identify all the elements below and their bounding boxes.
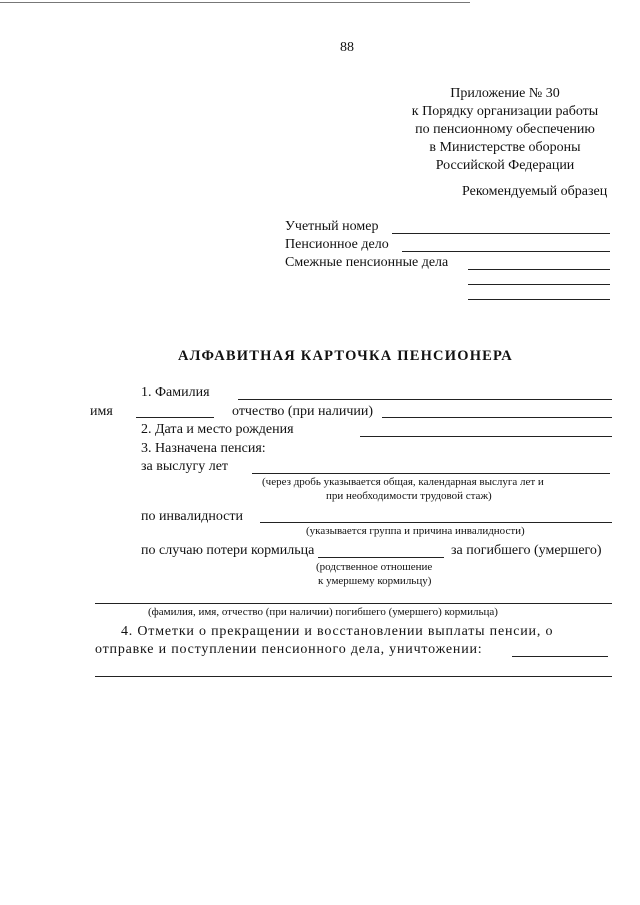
breadwinner-relation-field[interactable]	[318, 557, 444, 558]
pension-file-field[interactable]	[402, 251, 610, 252]
disability-field[interactable]	[260, 522, 612, 523]
related-files-label: Смежные пенсионные дела	[285, 255, 449, 270]
deceased-name-field[interactable]	[95, 603, 612, 604]
seniority-label: за выслугу лет	[141, 459, 229, 474]
pension-assigned-label: 3. Назначена пенсия:	[141, 441, 266, 456]
birth-label: 2. Дата и место рождения	[141, 422, 294, 437]
appendix-line-5: Российской Федерации	[435, 158, 575, 173]
deceased-note: (фамилия, имя, отчество (при наличии) погибшего (умершего) кормильца)	[148, 606, 498, 618]
account-number-field[interactable]	[392, 233, 610, 234]
related-files-field-1[interactable]	[468, 269, 610, 270]
disability-label: по инвалидности	[141, 509, 244, 524]
card-title: АЛФАВИТНАЯ КАРТОЧКА ПЕНСИОНЕРА	[178, 348, 513, 364]
marks-line-1: 4. Отметки о прекращении и восстановлении выплаты пенсии, о	[121, 624, 554, 639]
page-number: 88	[340, 40, 354, 55]
account-number-label: Учетный номер	[285, 219, 379, 234]
surname-label: 1. Фамилия	[141, 385, 210, 400]
surname-field[interactable]	[238, 399, 612, 400]
disability-note: (указывается группа и причина инвалидности)	[306, 525, 525, 537]
pension-file-label: Пенсионное дело	[285, 237, 389, 252]
related-files-field-3[interactable]	[468, 299, 610, 300]
top-rule	[0, 2, 470, 3]
recommended-sample: Рекомендуемый образец	[462, 184, 608, 199]
marks-field-1[interactable]	[512, 656, 608, 657]
seniority-note-1: (через дробь указывается общая, календарная выслуга лет и	[262, 476, 544, 488]
breadwinner-suffix: за погибшего (умершего)	[451, 543, 602, 558]
related-files-field-2[interactable]	[468, 284, 610, 285]
appendix-line-3: по пенсионному обеспечению	[415, 122, 595, 137]
birth-field[interactable]	[360, 436, 612, 437]
marks-field-2[interactable]	[95, 676, 612, 677]
appendix-line-4: в Министерстве обороны	[429, 140, 581, 155]
name-field[interactable]	[136, 417, 214, 418]
seniority-field[interactable]	[252, 473, 610, 474]
breadwinner-label: по случаю потери кормильца	[141, 543, 315, 558]
appendix-line-2: к Порядку организации работы	[411, 104, 599, 119]
patronymic-label: отчество (при наличии)	[232, 404, 374, 419]
name-label: имя	[90, 404, 113, 419]
appendix-line-1: Приложение № 30	[450, 86, 560, 101]
relation-note-2: к умершему кормильцу)	[318, 575, 432, 587]
seniority-note-2: при необходимости трудовой стаж)	[326, 490, 492, 502]
marks-line-2: отправке и поступлении пенсионного дела, уничтожении:	[95, 642, 483, 657]
patronymic-field[interactable]	[382, 417, 612, 418]
relation-note-1: (родственное отношение	[316, 561, 433, 573]
